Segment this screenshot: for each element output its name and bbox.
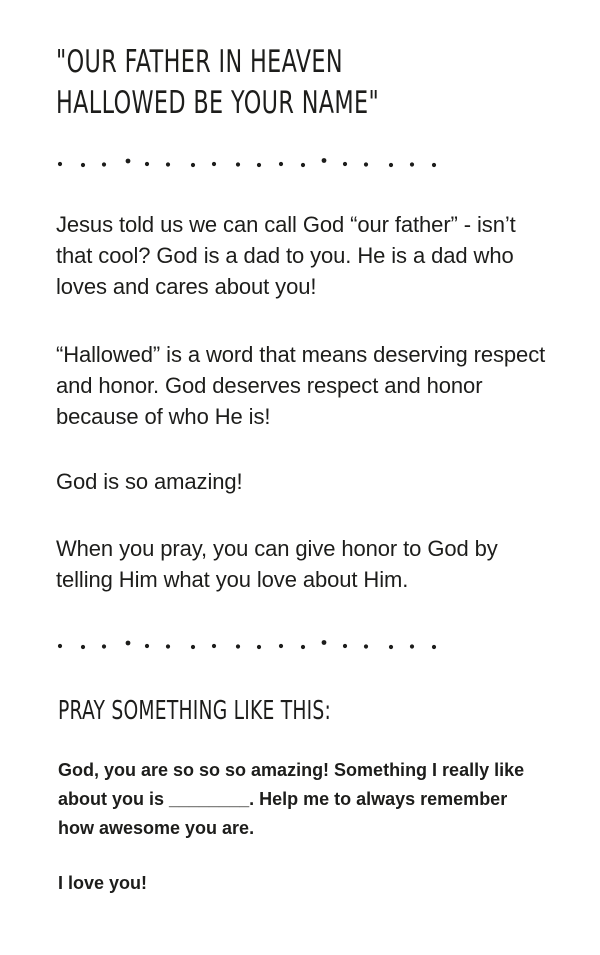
paragraph-our-father: Jesus told us we can call God “our father” - isn’t that cool? God is a dad to you. He is a dad who loves and cares about you! xyxy=(56,212,516,299)
divider-dot xyxy=(58,644,62,648)
divider-dot xyxy=(257,645,261,649)
divider-dot xyxy=(191,163,195,167)
divider-dot xyxy=(191,645,195,649)
dotted-divider-bottom xyxy=(57,636,447,652)
divider-dot xyxy=(257,163,261,167)
divider-dot xyxy=(364,162,368,166)
divider-dot xyxy=(236,162,240,166)
title-line-1: "OUR FATHER IN HEAVEN xyxy=(56,44,343,80)
divider-dot xyxy=(236,644,240,648)
divider-dot xyxy=(410,162,414,166)
divider-dot xyxy=(389,645,393,649)
divider-dot xyxy=(279,644,283,648)
divider-dot xyxy=(212,162,216,166)
divider-dot xyxy=(81,645,85,649)
divider-dot xyxy=(432,645,436,649)
divider-dot xyxy=(343,644,347,648)
divider-dot xyxy=(145,644,149,648)
divider-dot xyxy=(364,644,368,648)
paragraph-amazing: God is so amazing! xyxy=(56,469,243,494)
title-line-2: HALLOWED BE YOUR NAME" xyxy=(56,85,380,121)
page-title xyxy=(56,42,379,124)
divider-dot xyxy=(212,644,216,648)
divider-dot xyxy=(301,163,305,167)
prayer-closing: I love you! xyxy=(58,873,148,893)
dotted-divider-top xyxy=(57,154,447,170)
divider-dot xyxy=(102,162,106,166)
divider-dot xyxy=(126,159,131,164)
divider-dot xyxy=(279,162,283,166)
divider-dot xyxy=(81,163,85,167)
divider-dot xyxy=(432,163,436,167)
divider-dot xyxy=(145,162,149,166)
prayer-heading: PRAY SOMETHING LIKE THIS: xyxy=(58,696,331,726)
divider-dot xyxy=(58,162,62,166)
divider-dot xyxy=(166,162,170,166)
divider-dot xyxy=(166,644,170,648)
divider-dot xyxy=(343,162,347,166)
divider-dot xyxy=(102,644,106,648)
divider-dot xyxy=(410,644,414,648)
divider-dot xyxy=(301,645,305,649)
divider-dot xyxy=(322,158,327,163)
paragraph-give-honor: When you pray, you can give honor to God by telling Him what you love about Him. xyxy=(56,536,498,592)
divider-dot xyxy=(389,163,393,167)
divider-dot xyxy=(126,641,131,646)
prayer-text: God, you are so so so amazing! Something I really like about you is ________. Help me to always remember how awesome you are. xyxy=(58,760,525,838)
divider-dot xyxy=(322,640,327,645)
paragraph-hallowed: “Hallowed” is a word that means deserving respect and honor. God deserves respect and honor because of who He is! xyxy=(56,342,546,429)
